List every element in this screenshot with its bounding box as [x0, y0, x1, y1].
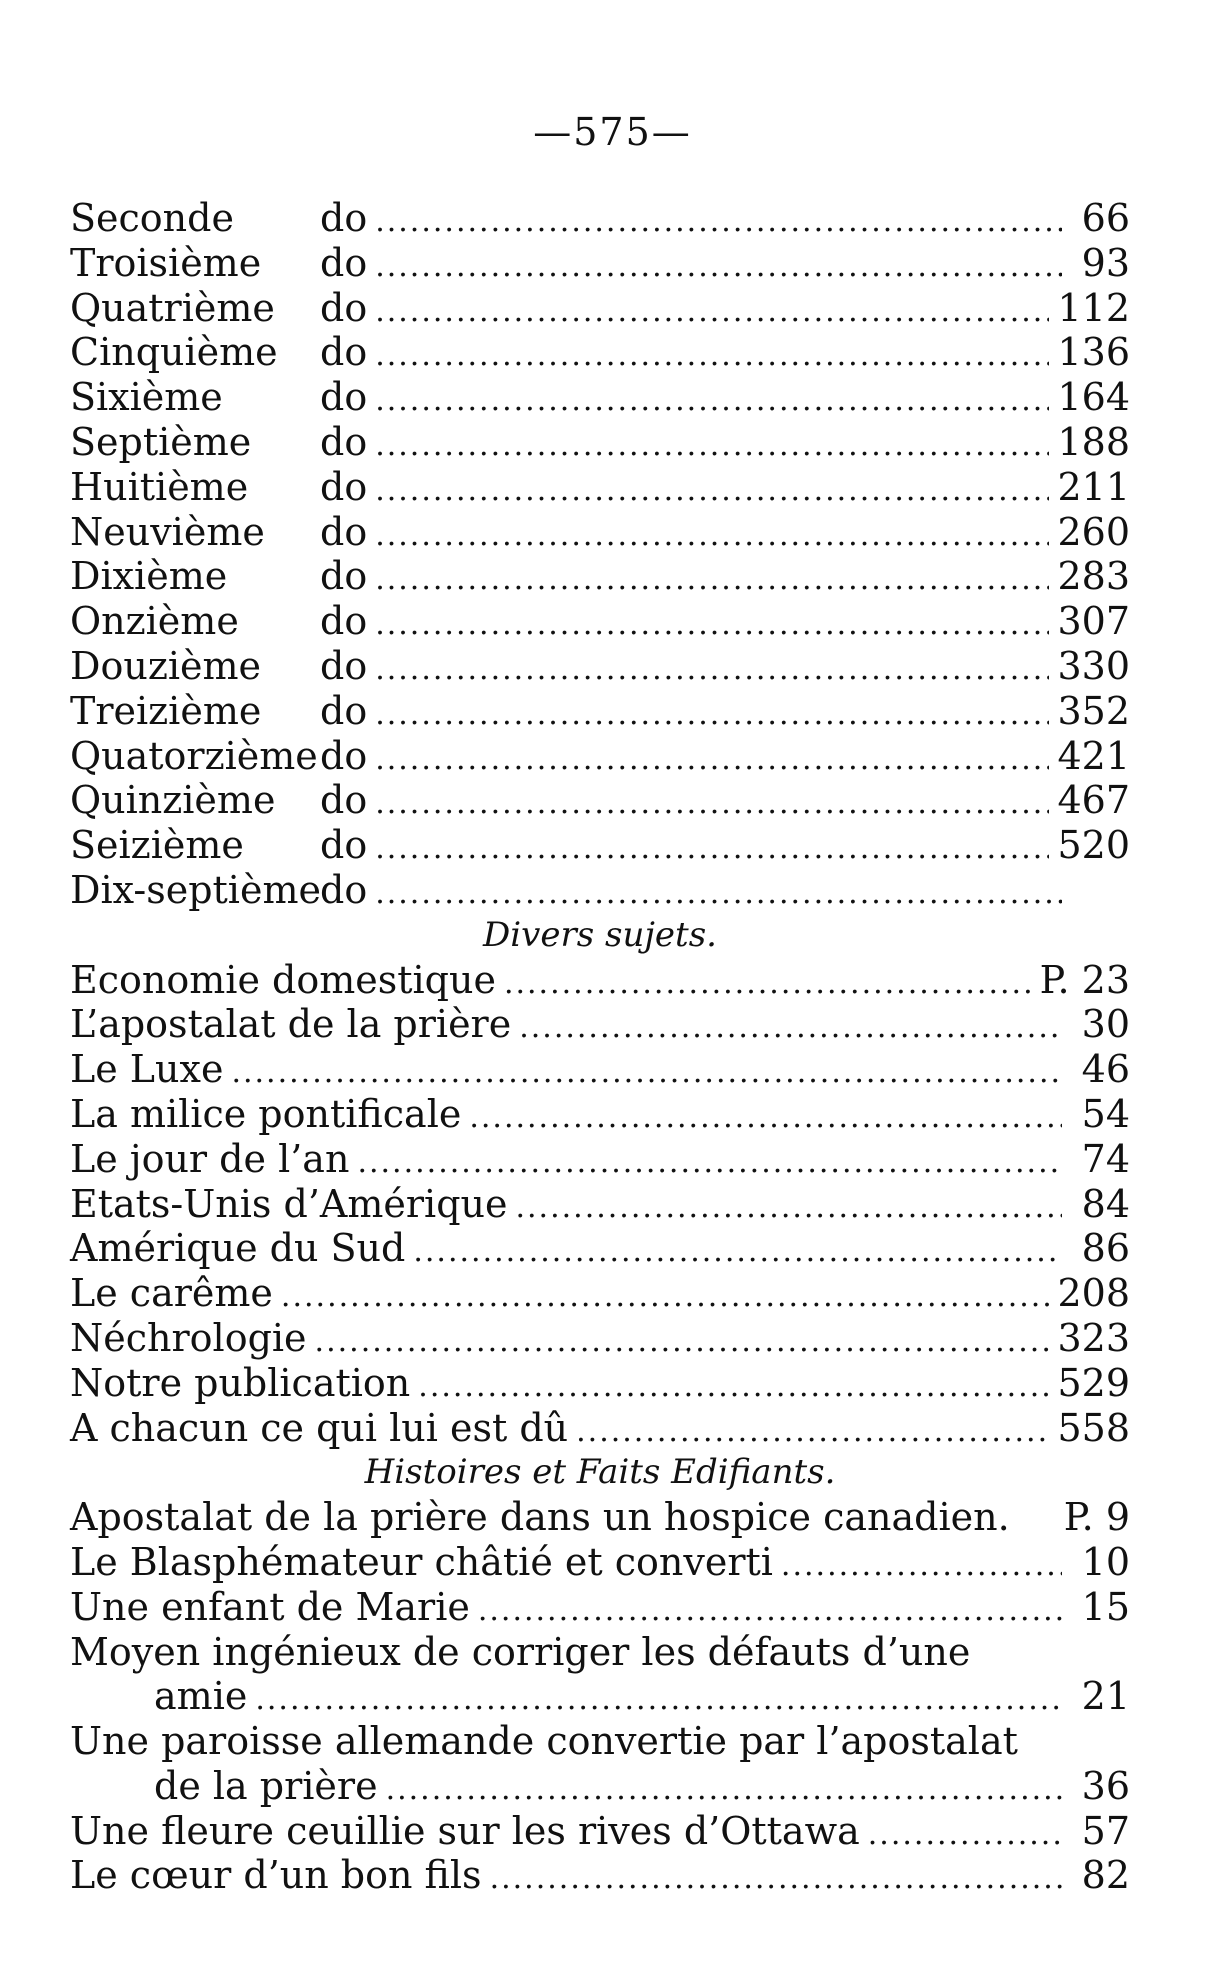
- entry-page: 36: [1081, 1763, 1130, 1808]
- dot-leader: [375, 469, 1049, 514]
- entry-ordinal: Dix-septième: [70, 867, 321, 912]
- dot-leader: [375, 424, 1049, 469]
- dot-leader: [781, 1544, 1062, 1589]
- entry-title: Néchrologie: [70, 1315, 307, 1360]
- entry-do: do: [320, 823, 368, 868]
- entry-ordinal: Treizième: [70, 688, 262, 733]
- list-item-continued: [70, 1674, 1130, 1719]
- entry-title: Une fleure ceuillie sur les rives d’Ottawa: [70, 1808, 860, 1853]
- list-item: [70, 420, 1130, 465]
- dot-leader: [386, 1768, 1062, 1813]
- entry-page: 352: [1057, 688, 1130, 733]
- dot-leader: [375, 827, 1049, 872]
- entry-do: do: [320, 419, 368, 464]
- entry-ordinal: Septième: [70, 419, 252, 464]
- section-heading-divers: Divers sujets.: [483, 914, 717, 955]
- ordinal-list: [70, 196, 1130, 913]
- entry-ordinal: Neuvième: [70, 509, 265, 554]
- list-item: [70, 330, 1130, 375]
- entry-title: Apostalat de la prière dans un hospice canadien.: [70, 1495, 1010, 1540]
- list-item: [70, 1047, 1130, 1092]
- dot-leader: [375, 200, 1062, 245]
- entry-title-line1: Une paroisse allemande convertie par l’apostalat: [70, 1719, 1018, 1764]
- list-item: [70, 1316, 1130, 1361]
- entry-page: 136: [1057, 330, 1130, 375]
- list-item: [70, 778, 1130, 823]
- list-item: [70, 1092, 1130, 1137]
- list-item: [70, 823, 1130, 868]
- dot-leader: [868, 1813, 1062, 1858]
- entry-page: 467: [1057, 778, 1130, 823]
- dot-leader: [418, 1365, 1049, 1410]
- entry-page: 283: [1057, 554, 1130, 599]
- list-item: [70, 1406, 1130, 1451]
- entry-title: Etats-Unis d’Amérique: [70, 1181, 508, 1226]
- entry-title: Une enfant de Marie: [70, 1584, 470, 1629]
- entry-do: do: [320, 867, 368, 912]
- entry-do: do: [320, 599, 368, 644]
- entry-page: 74: [1081, 1136, 1130, 1181]
- dot-leader: [375, 693, 1049, 738]
- page-number: —575—: [533, 110, 692, 154]
- entry-title: Le jour de l’an: [70, 1136, 350, 1181]
- list-item: [70, 1137, 1130, 1182]
- entry-do: do: [320, 464, 368, 509]
- entry-page: P. 9: [1063, 1495, 1130, 1540]
- list-item: [70, 644, 1130, 689]
- entry-page: 57: [1081, 1808, 1130, 1853]
- dot-leader: [375, 290, 1049, 335]
- divers-list: [70, 958, 1130, 1451]
- dot-leader: [281, 1275, 1050, 1320]
- entry-title-line1: Moyen ingénieux de corriger les défauts d’une: [70, 1629, 971, 1674]
- list-item: [70, 1271, 1130, 1316]
- dot-leader: [375, 648, 1049, 693]
- entry-do: do: [320, 554, 368, 599]
- dot-leader: [469, 1096, 1062, 1141]
- dot-leader: [357, 1141, 1062, 1186]
- list-item: [70, 1853, 1130, 1898]
- entry-page: 21: [1081, 1674, 1130, 1719]
- histoires-list: [70, 1495, 1130, 1898]
- list-item: [70, 1182, 1130, 1227]
- entry-page: 208: [1057, 1271, 1130, 1316]
- list-item: [70, 1361, 1130, 1406]
- list-item: [70, 1809, 1130, 1854]
- entry-page: P. 23: [1039, 957, 1130, 1002]
- entry-page: 112: [1057, 285, 1130, 330]
- entry-title: Le cœur d’un bon fils: [70, 1853, 482, 1898]
- list-item: [70, 1585, 1130, 1630]
- list-item: [70, 1540, 1130, 1585]
- entry-ordinal: Quinzième: [70, 778, 276, 823]
- dot-leader: [375, 558, 1049, 603]
- entry-page: 307: [1057, 599, 1130, 644]
- entry-title-line2: amie: [154, 1674, 248, 1719]
- entry-do: do: [320, 733, 368, 778]
- dot-leader: [375, 872, 1062, 917]
- dot-leader: [375, 334, 1049, 379]
- entry-ordinal: Quatorzième: [70, 733, 318, 778]
- list-item-continued: [70, 1764, 1130, 1809]
- entry-ordinal: Sixième: [70, 375, 223, 420]
- entry-title: La milice pontificale: [70, 1091, 462, 1136]
- list-item: [70, 734, 1130, 779]
- dot-leader: [255, 1678, 1062, 1723]
- dot-leader: [515, 1186, 1062, 1231]
- entry-do: do: [320, 509, 368, 554]
- entry-page: 260: [1057, 509, 1130, 554]
- entry-ordinal: Troisième: [70, 240, 262, 285]
- entry-page: 10: [1081, 1539, 1130, 1584]
- entry-ordinal: Seizième: [70, 823, 244, 868]
- list-item: [70, 689, 1130, 734]
- list-item: [70, 554, 1130, 599]
- entry-page: 82: [1081, 1853, 1130, 1898]
- entry-title: Notre publication: [70, 1360, 411, 1405]
- dot-leader: [504, 962, 1032, 1007]
- dot-leader: [375, 514, 1049, 559]
- entry-page: 93: [1081, 240, 1130, 285]
- entry-title: Economie domestique: [70, 957, 496, 1002]
- list-item: [70, 868, 1130, 913]
- dot-leader: [375, 379, 1049, 424]
- dot-leader: [375, 245, 1062, 290]
- entry-do: do: [320, 196, 368, 240]
- list-item: [70, 286, 1130, 331]
- entry-ordinal: Cinquième: [70, 330, 278, 375]
- dot-leader: [375, 603, 1049, 648]
- list-item: [70, 1719, 1130, 1764]
- list-item: [70, 510, 1130, 555]
- list-item: [70, 1630, 1130, 1675]
- entry-title-line2: de la prière: [154, 1763, 378, 1808]
- list-item: [70, 1002, 1130, 1047]
- entry-do: do: [320, 285, 368, 330]
- entry-ordinal: Seconde: [70, 196, 234, 240]
- entry-page: 520: [1057, 823, 1130, 868]
- entry-title: L’apostalat de la prière: [70, 1002, 512, 1047]
- dot-leader: [478, 1589, 1062, 1634]
- entry-page: 54: [1081, 1091, 1130, 1136]
- entry-ordinal: Onzième: [70, 599, 239, 644]
- entry-page: 30: [1081, 1002, 1130, 1047]
- dot-leader: [231, 1051, 1062, 1096]
- section-heading-histoires: Histoires et Faits Edifiants.: [364, 1452, 836, 1493]
- table-of-contents: [70, 196, 1130, 1898]
- entry-page: 84: [1081, 1181, 1130, 1226]
- entry-do: do: [320, 688, 368, 733]
- entry-ordinal: Quatrième: [70, 285, 275, 330]
- dot-leader: [519, 1006, 1062, 1051]
- entry-do: do: [320, 643, 368, 688]
- entry-page: 211: [1057, 464, 1130, 509]
- entry-page: 330: [1057, 643, 1130, 688]
- entry-page: 86: [1081, 1226, 1130, 1271]
- dot-leader: [375, 738, 1049, 783]
- entry-page: 529: [1057, 1360, 1130, 1405]
- entry-title: A chacun ce qui lui est dû: [70, 1405, 569, 1450]
- entry-ordinal: Douzième: [70, 643, 262, 688]
- list-item: [70, 465, 1130, 510]
- list-item: [70, 1495, 1130, 1540]
- entry-page: 323: [1057, 1315, 1130, 1360]
- entry-do: do: [320, 778, 368, 823]
- list-item: [70, 241, 1130, 286]
- entry-page: 164: [1057, 375, 1130, 420]
- list-item: [70, 599, 1130, 644]
- entry-title: Le carême: [70, 1271, 273, 1316]
- list-item: [70, 958, 1130, 1003]
- entry-ordinal: Dixième: [70, 554, 228, 599]
- dot-leader: [375, 782, 1049, 827]
- entry-do: do: [320, 330, 368, 375]
- entry-page: 15: [1081, 1584, 1130, 1629]
- entry-page: 66: [1081, 196, 1130, 240]
- entry-page: 46: [1081, 1047, 1130, 1092]
- dot-leader: [576, 1410, 1049, 1455]
- entry-ordinal: Huitième: [70, 464, 249, 509]
- entry-do: do: [320, 240, 368, 285]
- dot-leader: [490, 1857, 1062, 1902]
- dot-leader: [413, 1230, 1062, 1275]
- dot-leader: [315, 1320, 1050, 1365]
- entry-do: do: [320, 375, 368, 420]
- entry-page: 188: [1057, 419, 1130, 464]
- list-item: [70, 375, 1130, 420]
- entry-title: Amérique du Sud: [70, 1226, 406, 1271]
- entry-title: Le Blasphémateur châtié et converti: [70, 1539, 773, 1584]
- list-item: [70, 1226, 1130, 1271]
- entry-title: Le Luxe: [70, 1047, 224, 1092]
- list-item: [70, 196, 1130, 241]
- entry-page: 558: [1057, 1405, 1130, 1450]
- entry-page: 421: [1057, 733, 1130, 778]
